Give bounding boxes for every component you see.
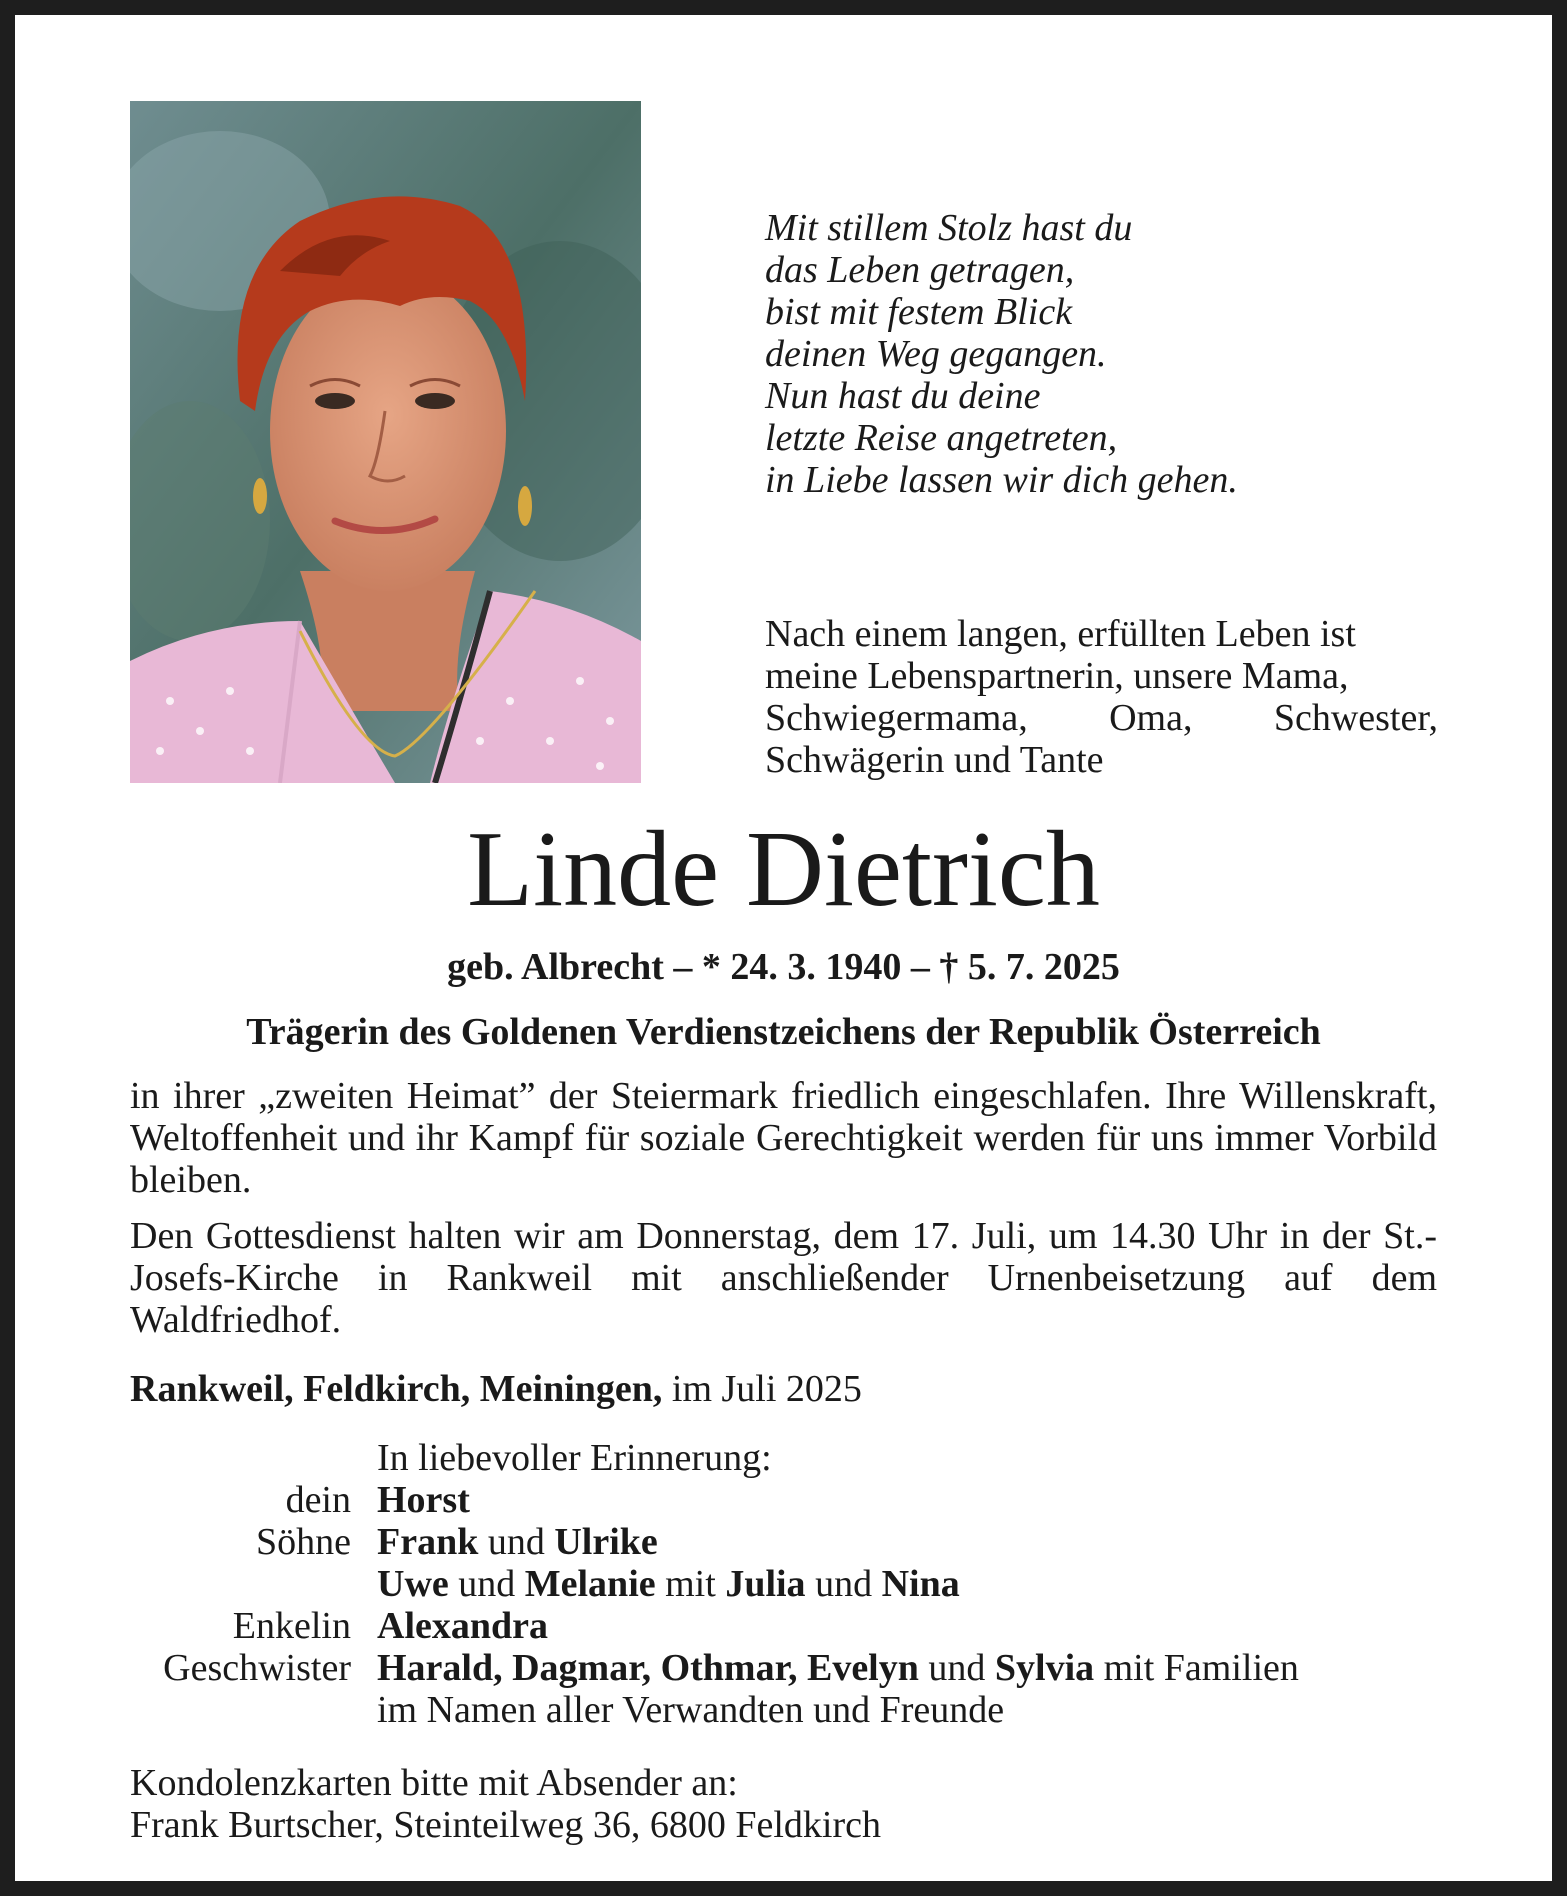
family-connector: und — [918, 1647, 995, 1689]
family-role: Enkelin — [232, 1605, 351, 1647]
family-names — [377, 1647, 1299, 1689]
family-connector: und — [448, 1563, 525, 1605]
poem-line: bist mit festem Blick — [765, 291, 1073, 333]
family-row — [130, 1647, 1437, 1689]
family-heading-row — [130, 1437, 1437, 1479]
intro-text — [765, 613, 1438, 781]
family-connector: mit Familien — [1094, 1647, 1299, 1689]
poem-line: in Liebe lassen wir dich gehen. — [765, 459, 1238, 501]
poem — [765, 207, 1465, 501]
family-footer: im Namen aller Verwandten und Freunde — [377, 1689, 1005, 1731]
family-member-name: Alexandra — [377, 1605, 548, 1647]
paragraph-remembrance: in ihrer „zweiten Heimat” der Steiermark friedlich eingeschlafen. Ihre Willenskraft, Weltoffenheit und ihr Kampf für soziale Gerechtigkeit werden für uns immer Vorbild bleiben. — [130, 1075, 1437, 1201]
family-connector: mit — [655, 1563, 726, 1605]
intro-word: Oma, — [1109, 697, 1193, 739]
condolence-address: Frank Burtscher, Steinteilweg 36, 6800 Feldkirch — [130, 1804, 881, 1846]
intro-line — [765, 613, 1438, 655]
family-row — [130, 1479, 1437, 1521]
family-names — [377, 1605, 548, 1647]
honor-title: Trägerin des Goldenen Verdienstzeichens der Republik Österreich — [246, 1011, 1321, 1053]
family-names — [377, 1563, 960, 1605]
poem-line: Nun hast du deine — [765, 375, 1041, 417]
poem-line: das Leben getragen, — [765, 249, 1075, 291]
condolence-line: Kondolenzkarten bitte mit Absender an: — [130, 1762, 738, 1804]
intro-line-text: Nach einem langen, erfüllten Leben ist — [765, 613, 1356, 655]
family-role — [130, 1563, 377, 1605]
family-member-name: Ulrike — [554, 1521, 658, 1563]
poem-line: Mit stillem Stolz hast du — [765, 207, 1133, 249]
family-member-name: Frank — [377, 1521, 479, 1563]
family-connector: und — [805, 1563, 882, 1605]
family-connector: und — [478, 1521, 555, 1563]
paragraph-service: Den Gottesdienst halten wir am Donnerstag, dem 17. Juli, um 14.30 Uhr in der St.-Josefs-Kirche in Rankweil mit anschließender Urnenbeisetzung auf dem Waldfriedhof. — [130, 1215, 1437, 1341]
intro-line-justified — [765, 697, 1438, 739]
intro-line: Schwägerin und Tante — [765, 739, 1104, 781]
intro-word: Schwiegermama, — [765, 697, 1028, 739]
family-role: dein — [285, 1479, 351, 1521]
family-names — [377, 1479, 470, 1521]
family-list — [130, 1437, 1437, 1731]
family-member-name: Nina — [881, 1563, 960, 1605]
place-and-date — [130, 1368, 1437, 1410]
family-row — [130, 1521, 1437, 1563]
intro-word: Schwester, — [1273, 697, 1438, 739]
family-footer-row — [130, 1689, 1437, 1731]
family-member-name: Julia — [725, 1563, 806, 1605]
family-heading: In liebevoller Erinnerung: — [377, 1437, 772, 1479]
intro-line: meine Lebenspartnerin, unsere Mama, — [765, 655, 1349, 697]
family-member-name: Harald, Dagmar, Othmar, Evelyn — [377, 1647, 919, 1689]
place-locations: Rankweil, Feldkirch, Meiningen, — [130, 1368, 663, 1410]
portrait-illustration — [130, 101, 641, 783]
place-date: im Juli 2025 — [662, 1368, 862, 1410]
birth-death-dates: geb. Albrecht – * 24. 3. 1940 – † 5. 7. 2025 — [447, 946, 1120, 988]
family-role: Geschwister — [163, 1647, 351, 1689]
family-row — [130, 1563, 1437, 1605]
family-member-name: Melanie — [524, 1563, 656, 1605]
family-member-name: Horst — [377, 1479, 470, 1521]
family-row — [130, 1605, 1437, 1647]
condolence-info — [130, 1762, 1437, 1846]
family-role: Söhne — [256, 1521, 351, 1563]
poem-line: letzte Reise angetreten, — [765, 417, 1118, 459]
family-names — [377, 1521, 658, 1563]
family-member-name: Sylvia — [994, 1647, 1095, 1689]
family-member-name: Uwe — [377, 1563, 449, 1605]
portrait-photo — [130, 101, 641, 783]
deceased-name: Linde Dietrich — [467, 810, 1100, 929]
poem-line: deinen Weg gegangen. — [765, 333, 1107, 375]
